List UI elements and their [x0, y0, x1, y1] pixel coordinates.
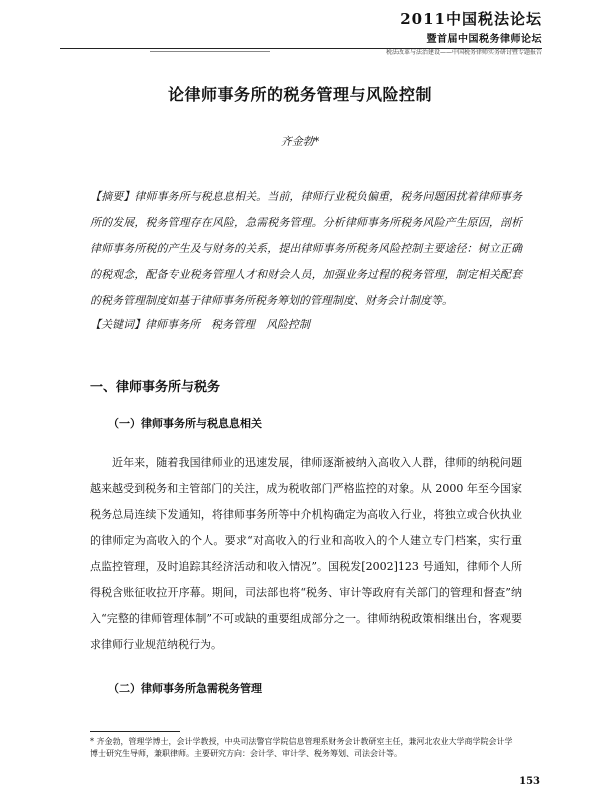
page-number: 153 — [519, 776, 540, 787]
section-heading: 一、律师事务所与税务 — [90, 380, 221, 395]
abstract: 【摘要】律师事务所与税息息相关。当前，律师行业税负偏重，税务问题困扰着律师事务所的发展，税务管理存在风险，急需税务管理。分析律师事务所税务风险产生原因，剖析律师事务所税的产生及与财务的关系，提出律师事务所税务风险控制主要途径：树立正确的税观念，配备专业税务管理人才和财会人员，加强业务过程的税务管理，制定相关配套的税务管理制度如基于律师事务所税务筹划的管理制度、财务会计制度等。 — [90, 190, 522, 307]
keywords: 【关键词】律师事务所 税务管理 风险控制 — [90, 318, 310, 331]
subsection-heading-1: （一）律师事务所与税息息相关 — [108, 417, 262, 430]
article-title: 论律师事务所的税务管理与风险控制 — [167, 85, 432, 104]
footnote: * 齐金勃，管理学博士，会计学教授，中央司法警官学院信息管理系财务会计教研室主任，兼河北农业大学商学院会计学博士研究生导师，兼职律师。主要研究方向：会计学、审计学、税务筹划、司法会计等。 — [90, 737, 513, 758]
body-paragraph: 近年来，随着我国律师业的迅速发展，律师逐渐被纳入高收入人群，律师的纳税问题越来越受到税务和主管部门的关注，成为税收部门严格监控的对象。从 2000 年至今国家税务总局连续下发通知，将律师事务所等中介机构确定为高收入行业，将独立或合伙执业的律师定为高收入的个人。要求“对高收入的行业和高收入的个人建立专门档案，实行重点监控管理，及时追踪其经济活动和收入情况”。国税发[2002]123 号通知，律师个人所得税含账征收拉开序幕。期间，司法部也将“税务、审计等政府有关部门的管理和督查”纳入“完整的律师管理体制”不可或缺的重要组成部分之一。律师纳税政策相继出台，客观要求律师行业规范纳税行为。 — [90, 456, 522, 651]
forum-subtitle: 暨首届中国税务律师论坛 — [426, 34, 542, 45]
header-divider — [60, 48, 542, 49]
author-name: 齐金勃* — [280, 135, 320, 148]
forum-tagline: 税法改革与法治建设——中国税务律师实务研讨暨专题报告 — [385, 49, 542, 56]
footnote-divider — [90, 731, 180, 732]
header-divider-secondary — [150, 51, 270, 52]
forum-title: 2011中国税法论坛 — [400, 10, 542, 28]
subsection-heading-2: （二）律师事务所急需税务管理 — [108, 682, 262, 695]
